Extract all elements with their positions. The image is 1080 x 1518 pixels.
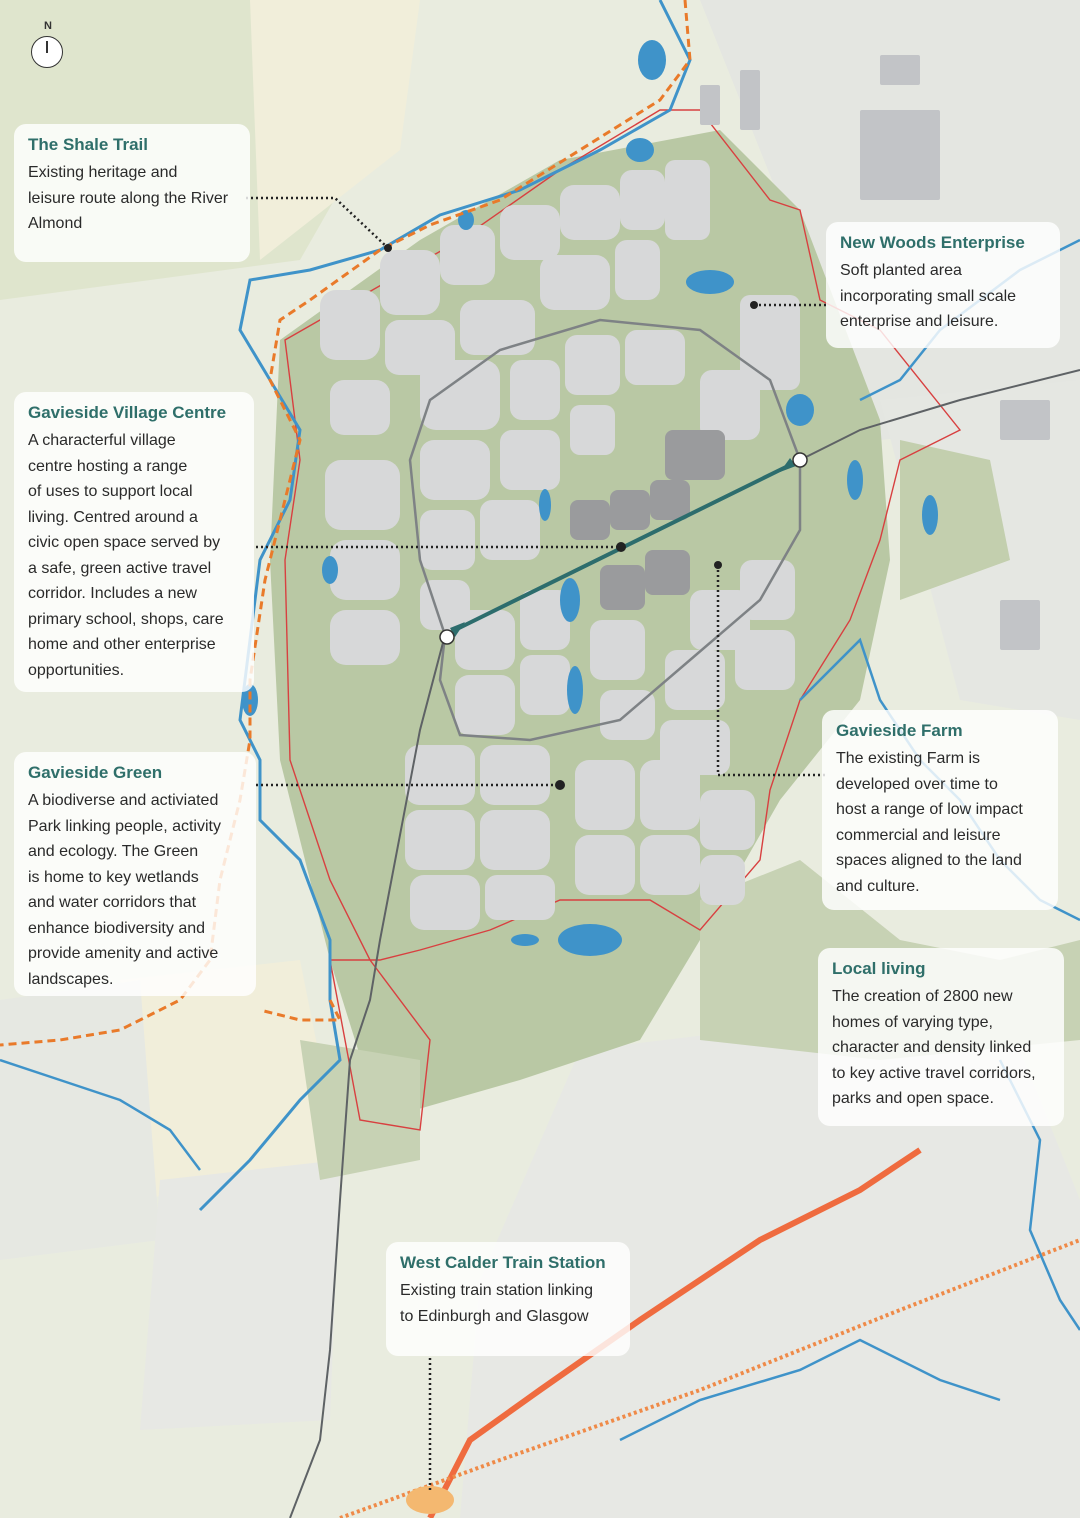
callout-line: homes of varying type,: [832, 1013, 993, 1031]
callout-title: West Calder Train Station: [400, 1253, 606, 1272]
callout-farm: [822, 710, 1058, 910]
callout-line: The existing Farm is: [836, 750, 981, 767]
callout-title: Gavieside Farm: [836, 721, 963, 740]
callout-village-centre: [14, 392, 254, 692]
callout-line: commercial and leisure: [836, 826, 1001, 844]
callout-line: Park linking people, activity: [28, 817, 221, 835]
callout-line: leisure route along the River: [28, 189, 229, 207]
node-marker: [793, 453, 807, 467]
callout-green: [14, 752, 256, 996]
callout-title: Local living: [832, 959, 926, 978]
callout-line: Almond: [28, 215, 83, 232]
callout-line: Soft planted area: [840, 262, 962, 279]
callout-line: character and density linked: [832, 1039, 1032, 1056]
node-marker: [440, 630, 454, 644]
callout-line: and culture.: [836, 877, 920, 895]
callout-line: corridor. Includes a new: [28, 585, 197, 602]
callout-title: The Shale Trail: [28, 135, 148, 154]
callout-line: and water corridors that: [28, 894, 197, 911]
callout-title: Gavieside Village Centre: [28, 403, 227, 422]
callout-shale-trail: [14, 124, 250, 262]
callout-line: landscapes.: [28, 970, 114, 988]
north-arrow: [28, 20, 68, 76]
callout-line: incorporating small scale: [840, 287, 1017, 305]
callout-new-woods: [826, 222, 1060, 348]
callout-line: enhance biodiversity and: [28, 919, 206, 937]
callout-line: home and other enterprise: [28, 636, 216, 653]
callout-line: civic open space served by: [28, 534, 221, 551]
callout-line: of uses to support local: [28, 483, 193, 500]
callout-line: spaces aligned to the land: [836, 852, 1022, 869]
callout-line: a safe, green active travel: [28, 559, 212, 577]
callout-line: host a range of low impact: [836, 801, 1023, 818]
callout-line: to key active travel corridors,: [832, 1064, 1036, 1082]
callout-line: and ecology. The Green: [28, 843, 199, 860]
north-label: N: [44, 20, 52, 32]
callout-line: Existing heritage and: [28, 164, 178, 181]
woodland: [300, 1040, 420, 1180]
callout-line: A characterful village: [28, 432, 176, 449]
callout-line: The creation of 2800 new: [832, 988, 1013, 1005]
callout-station: [386, 1242, 630, 1356]
station-marker: [406, 1486, 454, 1514]
callout-line: enterprise and leisure.: [840, 313, 999, 330]
callout-line: developed over time to: [836, 775, 998, 793]
urban-area: [140, 1160, 340, 1430]
callout-line: parks and open space.: [832, 1090, 994, 1107]
callout-title: Gavieside Green: [28, 763, 163, 782]
callout-title: New Woods Enterprise: [840, 233, 1025, 252]
callout-line: centre hosting a range: [28, 457, 188, 475]
callout-line: living. Centred around a: [28, 508, 198, 526]
callout-line: provide amenity and active: [28, 945, 219, 962]
callout-line: to Edinburgh and Glasgow: [400, 1307, 589, 1325]
callout-local-living: [818, 948, 1064, 1126]
compass-icon: [31, 36, 63, 68]
callout-line: primary school, shops, care: [28, 610, 224, 628]
callout-line: is home to key wetlands: [28, 868, 199, 886]
callout-line: A biodiverse and activiated: [28, 792, 219, 809]
callout-line: opportunities.: [28, 661, 125, 679]
callout-line: Existing train station linking: [400, 1282, 593, 1299]
